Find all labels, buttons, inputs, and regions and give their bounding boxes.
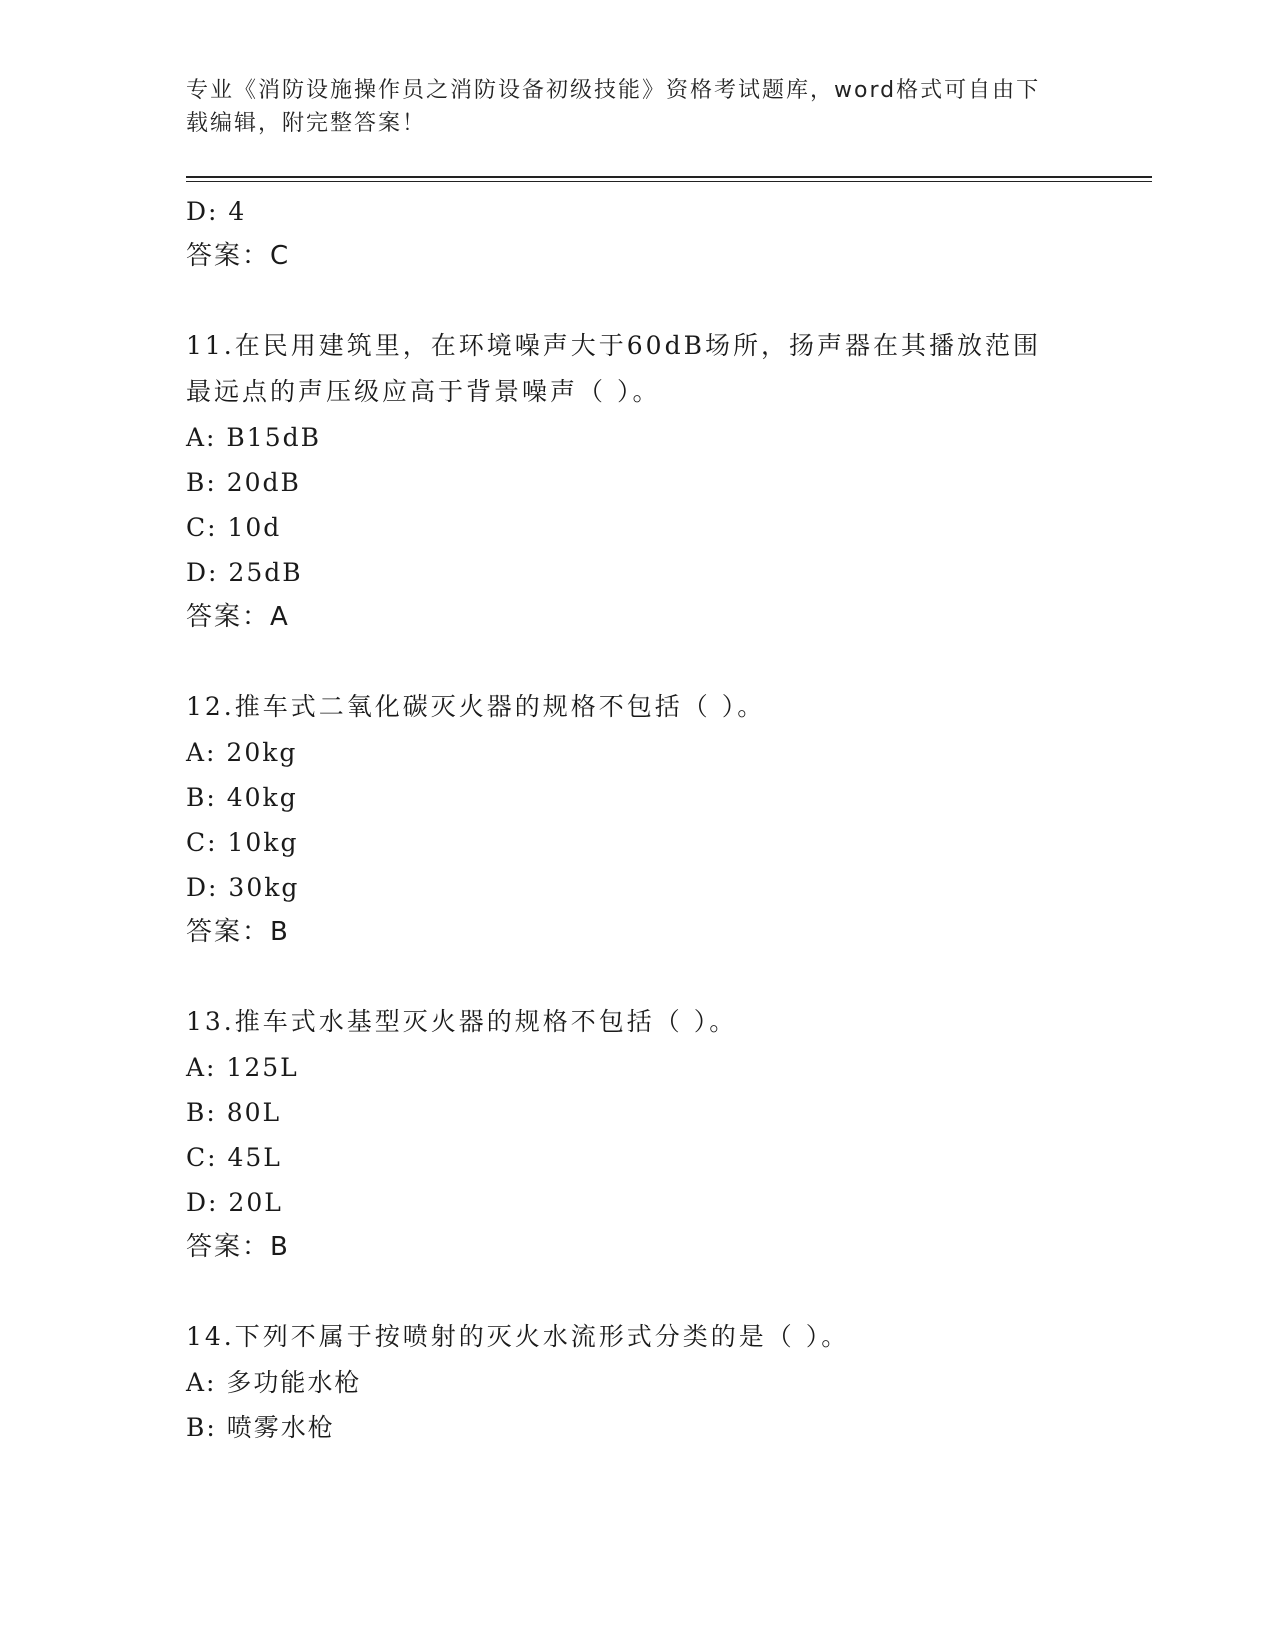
question-stem-line-1: 11.在民用建筑里，在环境噪声大于60dB场所，扬声器在其播放范围 [186, 331, 1041, 360]
option-a: A: 多功能水枪 [186, 1368, 362, 1397]
page-header [186, 74, 1076, 140]
option-a: A: 20kg [186, 738, 298, 767]
option-c: C: 10kg [186, 828, 299, 857]
option-c: C: 45L [186, 1143, 282, 1172]
question-14 [186, 1314, 1086, 1450]
option-a: A: B15dB [186, 423, 321, 452]
answer: 答案：C [186, 241, 291, 271]
option-c: C: 10d [186, 513, 282, 542]
option-b: B: 80L [186, 1098, 282, 1127]
question-11 [186, 323, 1086, 640]
header-rule-thin [186, 181, 1152, 182]
option-d: D: 30kg [186, 873, 300, 902]
question-stem: 13.推车式水基型灭火器的规格不包括（ ）。 [186, 1007, 738, 1036]
option-d: D: 4 [186, 197, 247, 226]
header-line-2: 载编辑，附完整答案！ [186, 111, 427, 136]
question-stem-line-2: 最远点的声压级应高于背景噪声（ ）。 [186, 377, 661, 406]
answer: 答案：B [186, 1232, 290, 1262]
question-stem: 12.推车式二氧化碳灭火器的规格不包括（ ）。 [186, 692, 766, 721]
option-a: A: 125L [186, 1053, 299, 1082]
option-b: B: 20dB [186, 468, 301, 497]
question-stem: 14.下列不属于按喷射的灭火水流形式分类的是（ ）。 [186, 1322, 850, 1351]
answer: 答案：A [186, 602, 290, 632]
question-10-tail [186, 189, 1086, 279]
question-12 [186, 684, 1086, 955]
option-d: D: 20L [186, 1188, 283, 1217]
option-d: D: 25dB [186, 558, 303, 587]
header-rule-thick [186, 176, 1152, 178]
option-b: B: 40kg [186, 783, 298, 812]
question-13 [186, 999, 1086, 1270]
header-line-1: 专业《消防设施操作员之消防设备初级技能》资格考试题库，word格式可自由下 [186, 78, 1041, 103]
answer: 答案：B [186, 917, 290, 947]
document-body [186, 189, 1086, 1450]
option-b: B: 喷雾水枪 [186, 1413, 335, 1442]
